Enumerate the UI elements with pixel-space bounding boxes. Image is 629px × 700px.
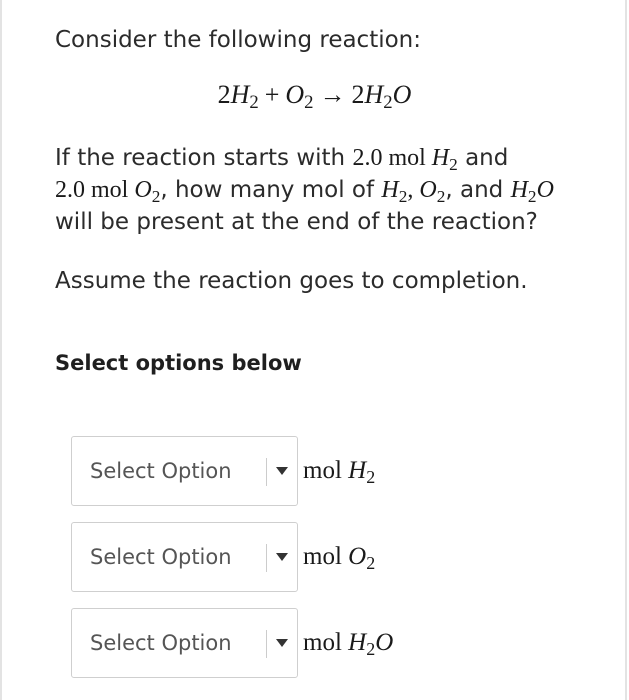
unit-label-h2o xyxy=(303,629,394,660)
eq-o-sub: 2 xyxy=(304,92,314,114)
question-part3: , how many mol of xyxy=(160,177,382,203)
select-dropdown-o2[interactable] xyxy=(71,522,298,592)
amount2-value: 2.0 mol xyxy=(55,177,135,203)
select-dropdown-h2o[interactable] xyxy=(71,608,298,678)
list-h2o-sub: 2 xyxy=(527,186,537,206)
option-row-h2 xyxy=(71,435,375,507)
select-placeholder: Select Option xyxy=(90,631,232,655)
eq-arrow: → xyxy=(319,80,346,109)
select-placeholder: Select Option xyxy=(90,459,232,483)
eq-o: O xyxy=(285,80,305,109)
eq-h2o-h: H xyxy=(364,80,384,109)
question-part4: , and xyxy=(445,177,511,203)
select-divider xyxy=(266,544,267,572)
unit-prefix: mol xyxy=(303,543,349,570)
caret-down-icon[interactable] xyxy=(276,467,288,475)
unit-prefix: mol xyxy=(303,629,349,656)
option-row-h2o xyxy=(71,607,393,679)
unit-label-h2 xyxy=(303,457,376,488)
list-h2o-h: H xyxy=(510,177,528,203)
list-o-sub: 2 xyxy=(436,186,446,206)
select-options-heading: Select options below xyxy=(55,351,302,375)
list-comma: , xyxy=(407,177,420,203)
unit-species: H xyxy=(348,457,367,484)
question-amount1 xyxy=(352,145,458,174)
select-dropdown-h2[interactable] xyxy=(71,436,298,506)
caret-down-icon[interactable] xyxy=(276,553,288,561)
select-divider xyxy=(266,458,267,486)
question-part5: will be present at the end of the reaction? xyxy=(55,209,538,235)
unit-species: O xyxy=(348,543,367,570)
unit-species: H xyxy=(348,629,367,656)
question-part2: and xyxy=(457,145,509,171)
amount2-species: O xyxy=(134,177,152,203)
eq-h2o-sub: 2 xyxy=(383,92,393,114)
eq-plus: + xyxy=(264,80,280,109)
intro-text: Consider the following reaction: xyxy=(55,27,422,53)
amount1-species: H xyxy=(431,145,450,171)
list-h-sub: 2 xyxy=(398,186,408,206)
list-o: O xyxy=(419,177,437,203)
eq-h2o-o: O xyxy=(392,80,412,109)
reaction-equation xyxy=(0,80,629,114)
amount2-sub: 2 xyxy=(151,186,161,206)
unit-sub: 2 xyxy=(366,553,376,574)
amount1-value: 2.0 mol xyxy=(352,145,432,171)
question-species-h2o xyxy=(510,177,554,206)
list-h: H xyxy=(381,177,399,203)
eq-h: H xyxy=(230,80,250,109)
list-h2o-o: O xyxy=(536,177,554,203)
select-placeholder: Select Option xyxy=(90,545,232,569)
question-amount2 xyxy=(55,177,161,206)
eq-coef-right: 2 xyxy=(351,80,365,109)
question-text xyxy=(55,142,620,238)
unit-suffix: O xyxy=(375,629,394,656)
assumption-text: Assume the reaction goes to completion. xyxy=(55,268,528,294)
amount1-sub: 2 xyxy=(449,154,458,174)
question-part1: If the reaction starts with xyxy=(55,145,353,171)
select-divider xyxy=(266,630,267,658)
eq-coef-left: 2 xyxy=(217,80,231,109)
unit-label-o2 xyxy=(303,543,376,574)
unit-sub: 2 xyxy=(366,467,376,488)
option-row-o2 xyxy=(71,521,375,593)
question-species-list-h2 xyxy=(381,177,446,206)
eq-h-sub: 2 xyxy=(249,92,259,114)
caret-down-icon[interactable] xyxy=(276,639,288,647)
unit-sub: 2 xyxy=(366,639,376,660)
unit-prefix: mol xyxy=(303,457,349,484)
